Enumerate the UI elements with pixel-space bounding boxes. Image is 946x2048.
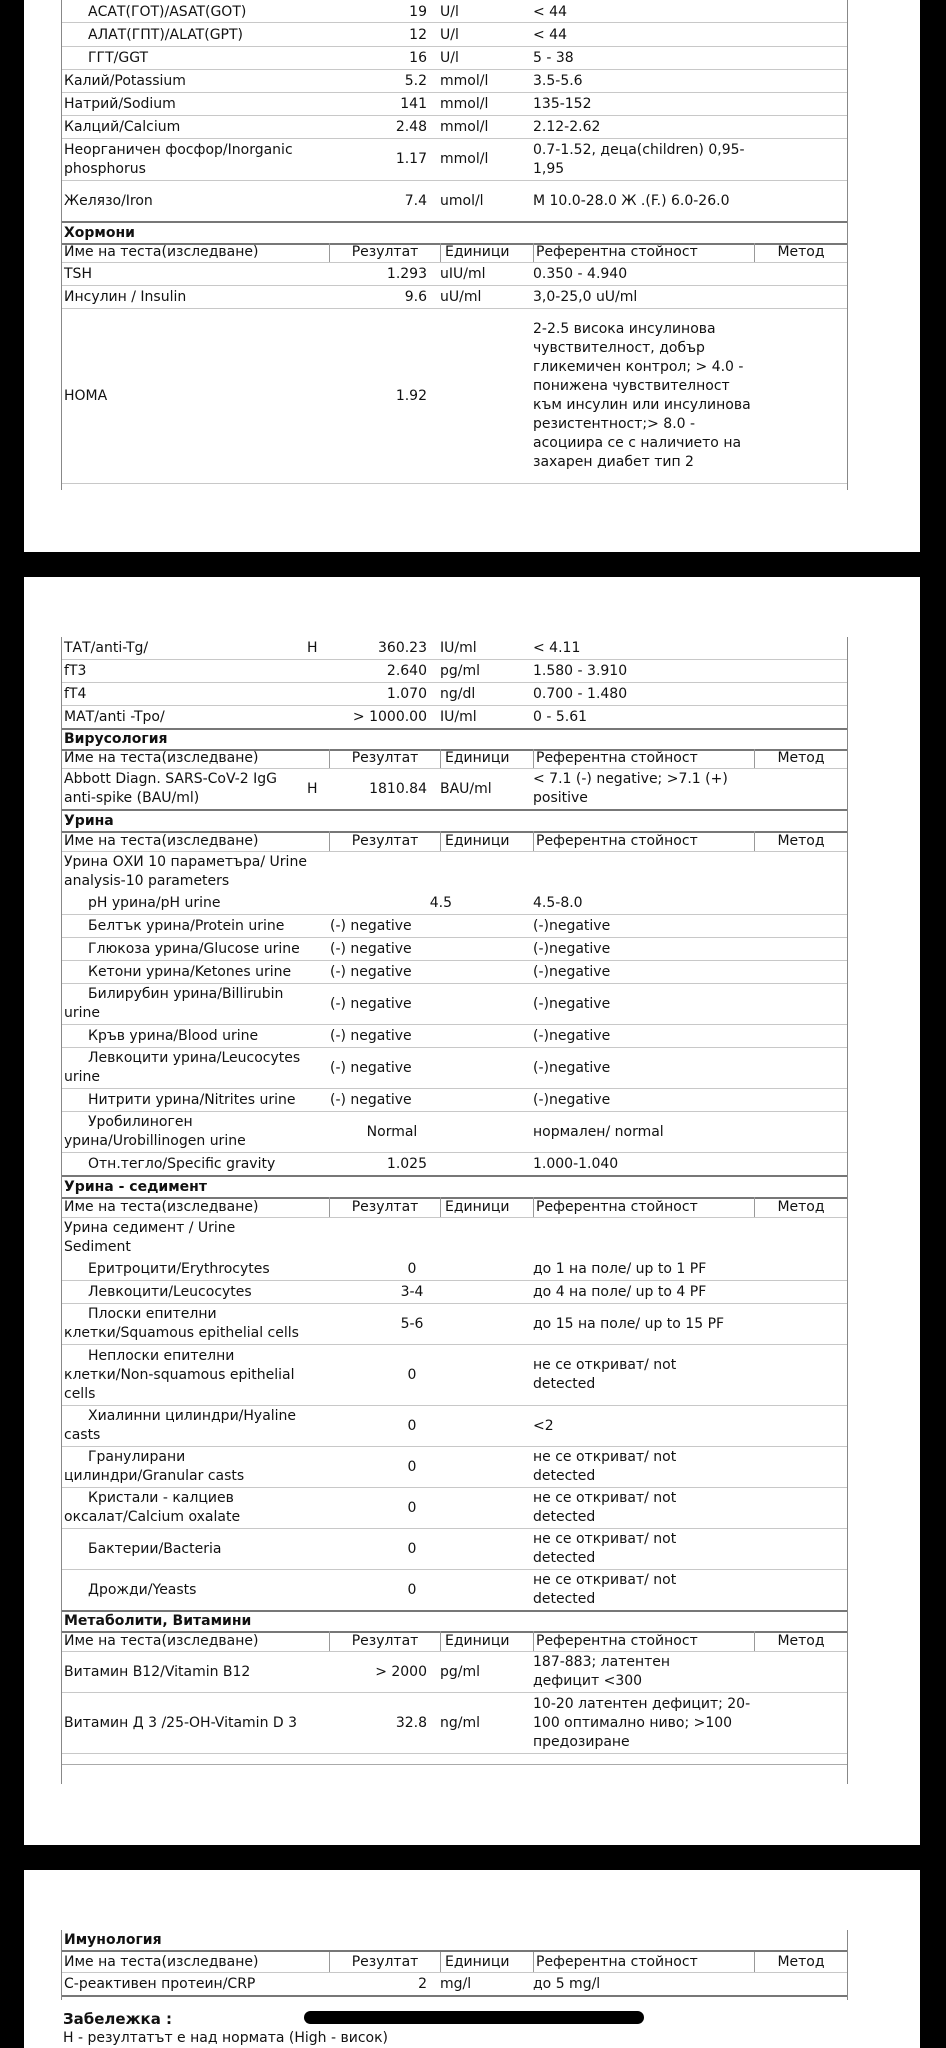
test-name: Кръв урина/Blood urine — [88, 1027, 259, 1044]
table-row — [62, 915, 847, 938]
test-reference: до 1 на поле/ up to 1 PF — [533, 1260, 707, 1277]
test-reference: 10-20 латентен дефицит; 20-100 оптимално ниво; >100 предозиране — [533, 1695, 751, 1750]
test-result: 0 — [407, 1499, 417, 1516]
table-row — [62, 1025, 847, 1048]
test-reference: 5 - 38 — [533, 49, 574, 66]
test-name: Abbott Diagn. SARS-CoV-2 IgG anti-spike (BAU/ml) — [64, 771, 278, 806]
test-result: > 2000 — [375, 1663, 427, 1680]
test-name: Калий/Potassium — [64, 72, 186, 89]
test-name: Дрожди/Yeasts — [88, 1581, 197, 1598]
section-label: Вирусология — [64, 731, 168, 747]
test-result: 19 — [409, 3, 427, 20]
test-reference: 4.5-8.0 — [533, 894, 583, 911]
header-result: Резултат — [351, 1198, 419, 1215]
table-row — [62, 181, 847, 222]
test-result: 0 — [407, 1366, 417, 1383]
table-row — [62, 1973, 847, 1997]
section-title-sediment — [62, 1175, 847, 1199]
header-method: Метод — [754, 1197, 847, 1217]
test-reference: (-)negative — [533, 940, 611, 957]
header-name: Име на теста(изследване) — [64, 1952, 330, 1972]
table-row — [62, 1258, 847, 1281]
test-result: 7.4 — [404, 192, 427, 209]
table-header — [62, 1631, 847, 1652]
test-unit: pg/ml — [440, 1663, 481, 1680]
header-result: Резултат — [351, 832, 419, 849]
high-flag: H — [307, 639, 318, 656]
table-row — [62, 1447, 847, 1488]
test-unit: IU/ml — [440, 639, 477, 656]
section-title-immunology — [62, 1930, 847, 1952]
test-result: 1.293 — [386, 265, 427, 282]
header-method: Метод — [754, 1631, 847, 1651]
test-reference: 3,0-25,0 uU/ml — [533, 288, 638, 305]
test-reference: нормален/ normal — [533, 1123, 664, 1140]
test-result: 16 — [409, 49, 427, 66]
table-row — [62, 1112, 847, 1153]
test-unit: ng/dl — [440, 685, 476, 702]
test-name: Неорганичен фосфор/Inorganic phosphorus — [64, 141, 293, 177]
test-result: 0 — [407, 1458, 417, 1475]
subgroup-label: Урина седимент / Urine Sediment — [64, 1220, 236, 1255]
table-row — [62, 1281, 847, 1304]
test-unit: U/l — [440, 26, 459, 43]
test-result: 12 — [409, 26, 427, 43]
test-reference: М 10.0-28.0 Ж .(F.) 6.0-26.0 — [533, 192, 730, 209]
test-name: Кристали - калциев оксалат/Calcium oxalate — [64, 1490, 241, 1525]
test-reference: не се откриват/ not detected — [533, 1531, 677, 1566]
test-result: 1.17 — [395, 151, 427, 167]
test-result: (-) negative — [330, 995, 412, 1012]
test-name: Желязо/Iron — [64, 192, 153, 209]
report-page-3 — [24, 1870, 920, 2048]
table-row — [62, 683, 847, 706]
test-result: > 1000.00 — [352, 708, 427, 725]
table-row — [62, 286, 847, 309]
test-reference: < 44 — [533, 3, 567, 20]
test-name: HOMA — [64, 387, 108, 404]
test-reference: <2 — [533, 1417, 554, 1434]
test-result: Normal — [366, 1123, 418, 1140]
test-result: 1810.84 — [369, 780, 427, 797]
table-row — [62, 139, 847, 181]
test-name: Натрий/Sodium — [64, 95, 176, 112]
table-header — [62, 1197, 847, 1218]
section-label: Хормони — [64, 224, 135, 241]
test-result: 32.8 — [395, 1714, 427, 1731]
test-reference: < 44 — [533, 26, 567, 43]
test-reference: до 15 на поле/ up to 15 PF — [533, 1315, 725, 1332]
test-name: Витамин В12/Vitamin B12 — [64, 1663, 251, 1680]
table-row — [62, 1529, 847, 1570]
test-reference: (-)negative — [533, 1091, 611, 1108]
test-name: Витамин Д 3 /25-OH-Vitamin D 3 — [64, 1714, 298, 1731]
table-row — [62, 660, 847, 683]
header-name: Име на теста(изследване) — [64, 1197, 330, 1217]
test-reference: не се откриват/ not detected — [533, 1572, 677, 1607]
test-result: 0 — [407, 1417, 417, 1434]
table-row — [62, 1652, 847, 1693]
test-name: Левкоцити урина/Leucocytes urine — [64, 1050, 301, 1085]
test-reference: (-)negative — [533, 1027, 611, 1044]
test-result: (-) negative — [330, 940, 412, 957]
test-unit: BAU/ml — [440, 780, 492, 797]
table-row — [62, 769, 847, 810]
test-reference: до 4 на поле/ up to 4 PF — [533, 1283, 707, 1300]
test-result: (-) negative — [330, 1091, 412, 1108]
header-name: Име на теста(изследване) — [64, 243, 330, 262]
header-unit: Единици — [440, 243, 539, 262]
test-name: ТАТ/anti-Tg/ — [64, 639, 149, 656]
test-unit: mmol/l — [440, 118, 489, 135]
header-unit: Единици — [440, 831, 539, 851]
test-result: 360.23 — [378, 639, 427, 656]
table-header — [62, 749, 847, 769]
test-name: Отн.тегло/Specific gravity — [88, 1155, 276, 1172]
table-row — [62, 961, 847, 984]
test-name: Нитрити урина/Nitrites urine — [88, 1091, 296, 1108]
test-result: 3-4 — [400, 1283, 424, 1300]
header-method: Метод — [754, 831, 847, 851]
header-name: Име на теста(изследване) — [64, 749, 330, 768]
table-row — [62, 892, 847, 915]
test-unit: U/l — [440, 3, 459, 20]
table-row — [62, 2, 847, 23]
test-reference: не се откриват/ not detected — [533, 1490, 677, 1525]
test-unit: uU/ml — [440, 288, 482, 305]
test-name: Еритроцити/Erythrocytes — [88, 1260, 270, 1277]
report-page-1 — [24, 0, 920, 552]
test-unit: mmol/l — [440, 151, 489, 167]
test-result: (-) negative — [330, 917, 412, 934]
test-name: ГГТ/GGT — [88, 49, 149, 66]
section-label: Урина — [64, 812, 114, 829]
table-header — [62, 1952, 847, 1973]
table-row — [62, 1153, 847, 1176]
section-title-urine — [62, 809, 847, 833]
test-result: 1.025 — [386, 1155, 427, 1172]
section-title-vitamins — [62, 1610, 847, 1633]
test-name: С-реактивен протеин/CRP — [64, 1975, 256, 1992]
test-name: Белтък урина/Protein urine — [88, 917, 285, 934]
header-unit: Единици — [440, 1631, 539, 1651]
test-name: Хиалинни цилиндри/Hyaline casts — [64, 1408, 297, 1443]
note-text: H - резултатът е над нормата (High - висок) — [63, 2030, 389, 2046]
test-unit: mg/l — [440, 1975, 472, 1992]
test-reference: < 7.1 (-) negative; >7.1 (+) positive — [533, 771, 728, 806]
table-row — [62, 637, 847, 660]
test-result: 5-6 — [400, 1315, 424, 1332]
table-row — [62, 706, 847, 729]
test-reference: (-)negative — [533, 917, 611, 934]
table-row — [62, 93, 847, 116]
header-reference: Референтна стойност — [533, 1952, 756, 1972]
test-unit: ng/ml — [440, 1714, 481, 1731]
test-result: 2.48 — [395, 118, 427, 135]
test-name: АЛАТ(ГПТ)/ALAT(GPT) — [88, 26, 243, 43]
header-result: Резултат — [351, 1632, 419, 1649]
section-label: Урина - седимент — [64, 1178, 207, 1195]
test-reference: 187-883; латентен дефицит <300 — [533, 1654, 671, 1689]
test-name: Билирубин урина/Billirubin urine — [64, 986, 284, 1021]
subgroup-label: Урина ОХИ 10 параметъра/ Urine analysis-10 parameters — [64, 854, 307, 889]
test-name: fT4 — [64, 685, 87, 702]
header-reference: Референтна стойност — [533, 831, 756, 851]
test-result: (-) negative — [330, 1059, 412, 1076]
section-label: Метаболити, Витамини — [64, 1613, 252, 1629]
test-unit: U/l — [440, 49, 459, 66]
table-row — [62, 1570, 847, 1611]
test-reference: (-)negative — [533, 995, 611, 1012]
table-row — [62, 309, 847, 484]
test-result: 0 — [407, 1540, 417, 1557]
header-reference: Референтна стойност — [533, 243, 756, 262]
test-reference: 1.580 - 3.910 — [533, 662, 628, 679]
header-name: Име на теста(изследване) — [64, 1631, 330, 1651]
test-reference: < 4.11 — [533, 639, 581, 656]
table-header — [62, 243, 847, 263]
test-name: Кетони урина/Ketones urine — [88, 963, 292, 980]
test-result: 5.2 — [404, 72, 427, 89]
subgroup-title — [62, 852, 847, 892]
redacted-block — [304, 2011, 644, 2024]
test-name: МАТ/anti -Tpo/ — [64, 708, 165, 725]
test-result: 141 — [400, 95, 427, 112]
test-name: TSH — [64, 265, 92, 282]
test-reference: (-)negative — [533, 1059, 611, 1076]
header-reference: Референтна стойност — [533, 1631, 756, 1651]
header-result: Резултат — [351, 750, 419, 766]
test-reference: не се откриват/ not detected — [533, 1357, 677, 1392]
test-reference: 2.12-2.62 — [533, 118, 601, 135]
subgroup-title — [62, 1218, 847, 1258]
section-title-virology — [62, 728, 847, 751]
test-reference: 3.5-5.6 — [533, 72, 583, 89]
test-reference: 0.7-1.52, деца(children) 0,95-1,95 — [533, 141, 745, 177]
test-result: 0 — [407, 1260, 417, 1277]
test-result: 1.070 — [386, 685, 427, 702]
test-unit: IU/ml — [440, 708, 477, 725]
test-name: Глюкоза урина/Glucose urine — [88, 940, 300, 957]
table-row — [62, 1304, 847, 1345]
test-result: (-) negative — [330, 963, 412, 980]
test-reference: (-)negative — [533, 963, 611, 980]
test-result: (-) negative — [330, 1027, 412, 1044]
table-row — [62, 263, 847, 286]
header-name: Име на теста(изследване) — [64, 831, 330, 851]
table-row — [62, 24, 847, 47]
test-result: 0 — [407, 1581, 417, 1598]
section-title-hormones — [62, 221, 847, 245]
high-flag: H — [307, 780, 318, 797]
test-result: 4.5 — [429, 894, 452, 911]
test-result: 2 — [418, 1975, 427, 1992]
test-name: Бактерии/Bacteria — [88, 1540, 222, 1557]
table-row-empty — [62, 1764, 847, 1775]
test-name: АСАТ(ГОТ)/ASAT(GOT) — [88, 3, 247, 20]
section-label: Имунология — [64, 1931, 162, 1948]
test-reference: 0.350 - 4.940 — [533, 265, 628, 282]
test-reference: до 5 mg/l — [533, 1975, 601, 1992]
header-reference: Референтна стойност — [533, 749, 756, 768]
header-result: Резултат — [351, 1953, 419, 1970]
test-name: Гранулирани цилиндри/Granular casts — [64, 1449, 245, 1484]
test-reference: 0 - 5.61 — [533, 708, 588, 725]
test-name: Инсулин / Insulin — [64, 288, 187, 305]
header-unit: Единици — [440, 1197, 539, 1217]
table-row — [62, 1089, 847, 1112]
test-result: 2.640 — [386, 662, 427, 679]
report-page-2 — [24, 577, 920, 1845]
header-method: Метод — [754, 243, 847, 262]
test-unit: umol/l — [440, 192, 484, 209]
header-method: Метод — [754, 1952, 847, 1972]
table-row — [62, 1345, 847, 1406]
table-header — [62, 831, 847, 852]
table-row — [62, 70, 847, 93]
header-method: Метод — [754, 749, 847, 768]
test-name: pH урина/pH urine — [88, 894, 221, 911]
header-result: Резултат — [351, 244, 419, 260]
table-row — [62, 116, 847, 139]
test-unit: uIU/ml — [440, 265, 486, 282]
table-row — [62, 1048, 847, 1089]
header-unit: Единици — [440, 749, 539, 768]
results-table-2 — [61, 637, 848, 1784]
table-row — [62, 47, 847, 70]
test-unit: pg/ml — [440, 662, 481, 679]
test-unit: mmol/l — [440, 72, 489, 89]
header-reference: Референтна стойност — [533, 1197, 756, 1217]
table-row — [62, 1488, 847, 1529]
table-row — [62, 1406, 847, 1447]
table-row — [62, 984, 847, 1025]
test-name: Неплоски епителни клетки/Non-squamous epithelial cells — [64, 1347, 295, 1402]
table-row — [62, 1693, 847, 1754]
test-reference: 0.700 - 1.480 — [533, 685, 628, 702]
test-result: 1.92 — [395, 387, 427, 404]
test-name: fT3 — [64, 662, 87, 679]
test-reference: не се откриват/ not detected — [533, 1449, 677, 1484]
test-name: Уробилиноген урина/Urobillinogen urine — [64, 1114, 246, 1149]
test-name: Калций/Calcium — [64, 118, 181, 135]
test-reference: 1.000-1.040 — [533, 1155, 619, 1172]
table-row — [62, 938, 847, 961]
test-result: 9.6 — [404, 288, 427, 305]
note-label: Забележка : — [63, 2010, 173, 2028]
test-name: Левкоцити/Leucocytes — [88, 1283, 252, 1300]
test-reference: 2-2.5 висока инсулинова чувствителност, добър гликемичен контрол; > 4.0 - понижена чувствителност към инсулин или инсулинова резистентност;> 8.0 - асоциира се с наличието на захарен диабет тип 2 — [533, 321, 751, 470]
header-unit: Единици — [440, 1952, 539, 1972]
results-table-3 — [61, 1930, 848, 2000]
test-reference: 135-152 — [533, 95, 592, 112]
results-table-1 — [61, 0, 848, 490]
test-unit: mmol/l — [440, 95, 489, 112]
test-name: Плоски епителни клетки/Squamous epithelial cells — [64, 1306, 299, 1341]
